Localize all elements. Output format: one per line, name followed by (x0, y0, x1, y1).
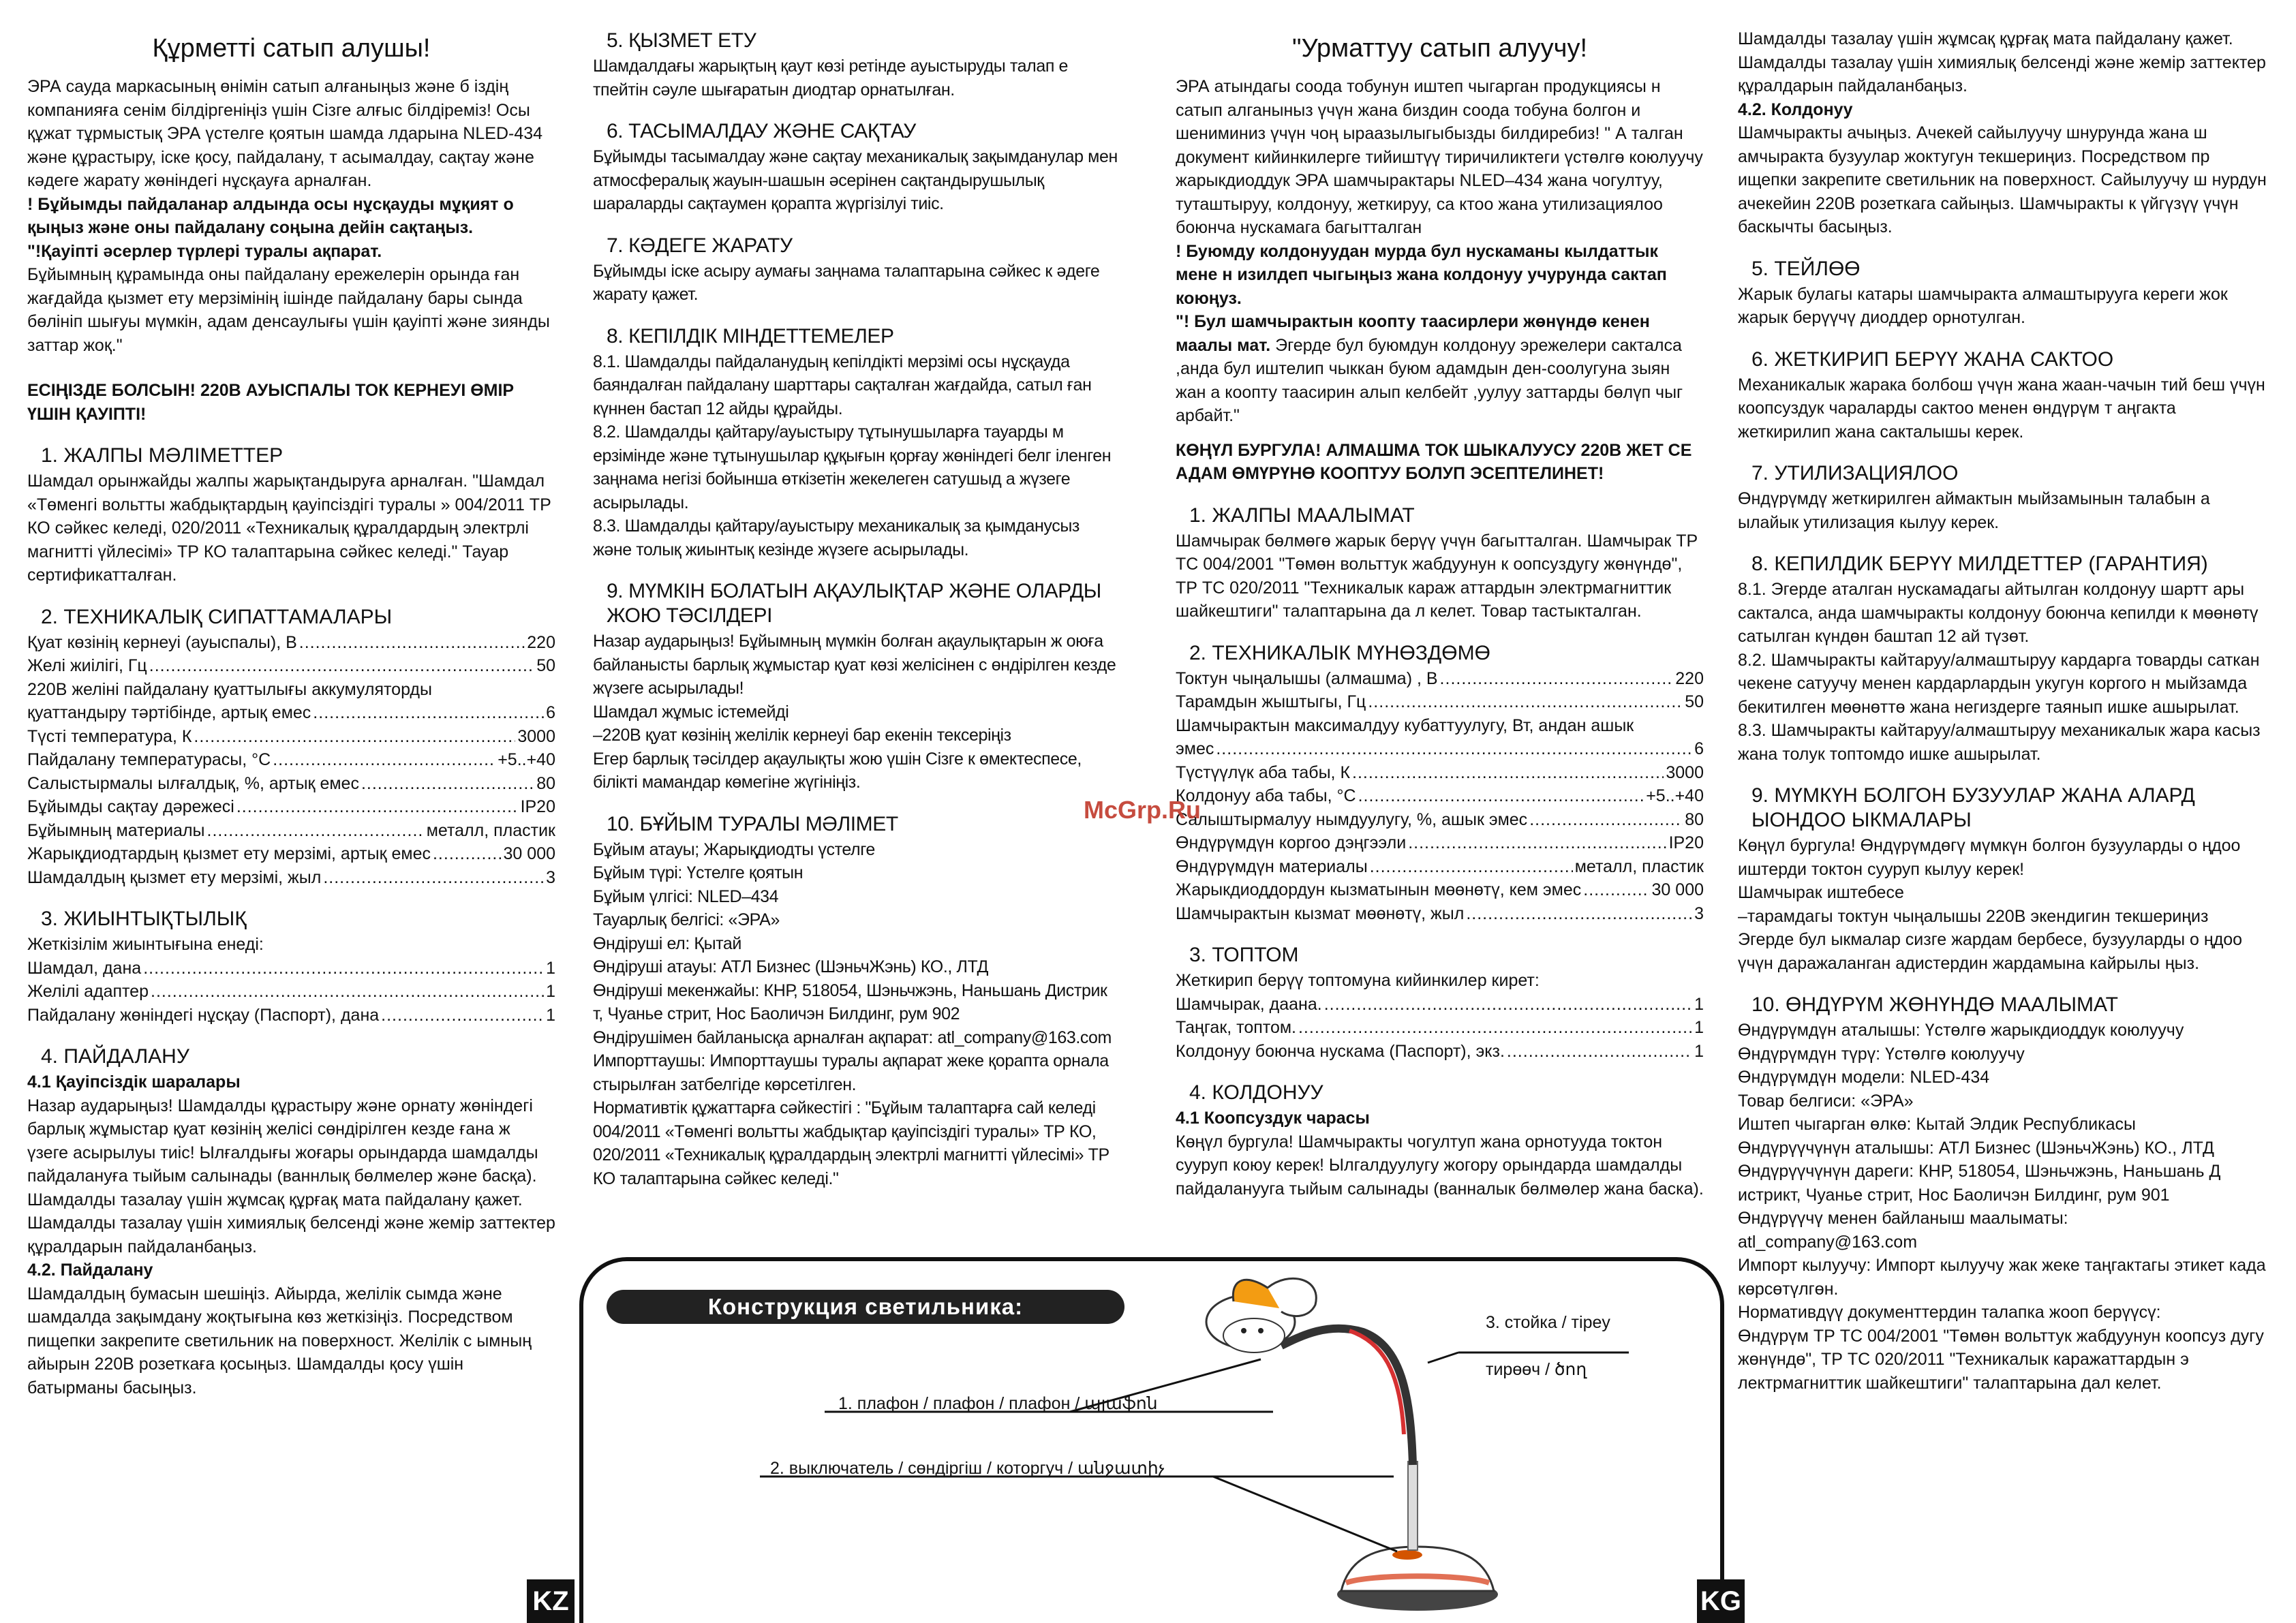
lang-badge-kg: KG (1697, 1579, 1745, 1623)
lamp-face (1223, 1318, 1285, 1352)
kz-warning-text: Бұйымның құрамында оны пайдалану ережелерін орында ған жағдайда қызмет ету мерзімінің ішінде пайдалану бары сында бөлініп шығуы мүмкін, адам денсаулығы үшін қауіпті және зиянды заттар жоқ." (27, 265, 550, 355)
spec-row: Тарамдын жыштыгы, Гц ..... 50 (1176, 690, 1704, 714)
kg-s9-text4: Эгерде бул ыкмалар сизге жардам бербесе, бузууларды о ңдоо үчүн даражаланган адистердин жардамына кайрылы ңыз. (1738, 930, 2243, 973)
kz-s10-line: Бұйым атауы; Жарықдиодты үстелге (593, 839, 875, 859)
spec-row: Токтун чыңалышы (алмашма) , В ..... 220 (1176, 667, 1704, 691)
kg-s41-text: Көңүл бургула! Шамчыракты чогултуп жана орнотууда токтон сууруп коюу керек! Ылгалдуулугу жогору орындарда шамдалды пайдаланууга тыйым салынады (ванналык бөлмөлер жана баска). (1176, 1132, 1704, 1199)
kg-s10-line: atl_company@163.com (1738, 1232, 1918, 1252)
kg-s7-title: 7. УТИЛИЗАЦИЯЛОО (1751, 462, 1959, 484)
lamp-eye (1258, 1328, 1264, 1333)
kg-s8-3: 8.3. Шамчыракты кайтаруу/алмаштыруу механикалык жара касыз жана толук топтомдо ишке ашырылат. (1738, 721, 2261, 764)
kg-column-left (1176, 27, 1704, 1201)
spec-row: 220В желіні пайдалану қуаттылығы аккумуляторды (27, 679, 432, 699)
kz-s1-text: Шамдал орынжайды жалпы жарықтандыруға арналған. "Шамдал «Төменгі вольтты жабдықтардың қауіпсіздігі туралы » 004/2011 ТР КО сәйкес келеді, 020/2011 «Техникалық құралдардың электрлі магнитті үйлесімі» ТР КО талаптарына сәйкес келеді." Тауар сертификатталған. (27, 472, 551, 585)
kz-s10-title: 10. БҰЙЫМ ТУРАЛЫ МӘЛІМЕТ (607, 812, 898, 835)
kz-s9-text4: Егер барлық тәсілдер ақаулықты жою үшін Сізге к өмектеспесе, білікті мамандар көмегіне жүгініңіз. (593, 749, 1082, 792)
kz-s8-3: 8.3. Шамдалды қайтару/ауыстыру механикалық за қымданусыз және толық жиынтық кезінде жүзеге асырылады. (593, 516, 1080, 559)
kz-title: Құрметті сатып алушы! (152, 34, 431, 63)
kg-s10-line: Импорт кылуучу: Импорт кылуучу жак жеке таңгактагы этикет када көрсөтүлгөн. (1738, 1256, 2266, 1299)
kz-s1-title: 1. ЖАЛПЫ МӘЛІМЕТТЕР (41, 444, 284, 467)
kz-column-left (27, 27, 555, 1400)
kg-s42-text: Шамчыракты ачыңыз. Ачекей сайылуучу шнурунда жана ш амчыракта бузуулар жоктугун текшериңиз. Посредством пр ищепки закрепите светильник на поверхност. Сайылуучу ш нурдун ачекейин 220В розеткага сайыңыз. Шамчыракты к үйгүзүү үчүн баскычты басыңыз. (1738, 123, 2267, 236)
kz-s2-title: 2. ТЕХНИКАЛЫҚ СИПАТТАМАЛАРЫ (41, 605, 393, 628)
kz-s10-line: Тауарлық белгісі: «ЭРА» (593, 910, 780, 929)
kg-s2-title: 2. ТЕХНИКАЛЫК МҮНӨЗДӨМӨ (1189, 641, 1490, 664)
kg-s3-title: 3. ТОПТОМ (1189, 944, 1299, 966)
kg-s41-cont: Шамдалды тазалау үшін жұмсақ құрғақ мата пайдалану қажет. Шамдалды тазалау үшін химиялық белсенді және жемір заттектер құралдарын пайдаланбаңыз. (1738, 29, 2266, 95)
diagram-title: Конструкция светильника: (607, 1290, 1124, 1324)
kg-s8-2: 8.2. Шамчыракты кайтаруу/алмаштыруу кардарга товарды саткан чекене сатуучу менен кардарлардын укугун коргого н мыйзамда бекитилген мөөнөттө жана негиздерге таянып ишке ашырылат. (1738, 650, 2260, 717)
kit-row: Желілі адаптер ..... 1 (27, 980, 555, 1004)
spec-row: Пайдалану температурасы, °С ..... +5..+40 (27, 748, 555, 772)
kg-s10-line: Өндүрүм ТР ТС 004/2001 "Төмөн вольттук жабдуунун коопсуз дугу жөнүндө", ТР ТС 020/2011 "Техникалык каражаттардын э лектрмагниттик шайкештиги" талаптарына дал келет. (1738, 1326, 2264, 1393)
spec-row: Колдонуу аба табы, °С ..... +5..+40 (1176, 784, 1704, 808)
kz-remember: ЕСІҢІЗДЕ БОЛСЫН! 220В АУЫСПАЛЫ ТОК КЕРНЕУІ ӨМІР ҮШІН ҚАУІПТІ! (27, 381, 515, 424)
kz-s9-title: 9. МҮМКІН БОЛАТЫН АҚАУЛЫҚТАР ЖӘНЕ ОЛАРДЫ ЖОЮ ТӘСІЛДЕРІ (607, 580, 1101, 627)
kg-s10-line: Нормативдүү документтердин талапка жооп берүүсү: (1738, 1303, 2161, 1322)
kg-s10-line: Өндүрүүчү менен байланыш маалыматы: (1738, 1209, 2068, 1228)
lamp-gooseneck (1281, 1329, 1413, 1465)
kg-s10-line: Өндүрүүчүнүн дареги: КНР, 518054, Шэньчжэнь, Наньшань Д истрикт, Чуанье стрит, Нос Баоличэн Билдинг, рум 901 (1738, 1162, 2221, 1205)
spec-row: Салыстырмалы ылғалдық, %, артық емес ..... 80 (27, 772, 555, 796)
kg-column-right (1738, 27, 2269, 1395)
kg-s10-line: Өндүрүмдүн аталышы: Үстөлгө жарыкдиоддук коюлуучу (1738, 1021, 2184, 1040)
spec-row: Бұйымның материалы ..... металл, пластик (27, 819, 555, 843)
kg-remember: КӨҢҮЛ БУРГУЛА! АЛМАШМА ТОК ШЫКАЛУУСУ 220В ЖЕТ СЕ АДАМ ӨМҮРҮНӨ КООПТУУ БОЛУП ЭСЕПТЕЛИНЕТ! (1176, 440, 1692, 483)
kz-s4-title: 4. ПАЙДАЛАНУ (41, 1045, 189, 1068)
kz-s10-line: Өндірушімен байланысқа арналған ақпарат: atl_company@163.com (593, 1027, 1112, 1047)
spec-row: Өндүрүмдүн коргоо дэңгээли ..... IP20 (1176, 831, 1704, 855)
spec-row: Шамдалдың қызмет ету мерзімі, жыл ..... 3 (27, 866, 555, 890)
kz-s41-title: 4.1 Қауіпсіздік шаралары (27, 1072, 241, 1092)
spec-row: Өндүрүмдүн материалы ..... металл, пластик (1176, 855, 1704, 879)
lamp-gooseneck-red (1349, 1331, 1404, 1434)
lamp-illustration (579, 1257, 1724, 1623)
kg-warning-block (1176, 310, 1704, 428)
spec-row: Жарықдиодтардың қызмет ету мерзімі, артық емес ..... 30 000 (27, 842, 555, 866)
kit-row: Колдонуу боюнча нускама (Паспорт), экз. ..... 1 (1176, 1040, 1704, 1064)
kg-s3-intro: Жеткирип берүү топтомуна кийинкилер кирет: (1176, 971, 1540, 990)
kz-s5-title: 5. ҚЫЗМЕТ ЕТУ (607, 29, 756, 52)
kz-s7-title: 7. КӘДЕГЕ ЖАРАТУ (607, 234, 793, 257)
leader-line-3b (1428, 1352, 1458, 1363)
kz-s9-text3: –220В қуат көзінің желілік кернеуі бар екенін тексеріңіз (593, 726, 1011, 745)
kz-column-right (593, 27, 1121, 1190)
lamp-construction-diagram (579, 1257, 1724, 1623)
label-stand-alt: тирөөч / ծող (1486, 1360, 1587, 1379)
kz-s41-text: Назар аударыңыз! Шамдалды құрастыру және орнату жөніндегі барлық жұмыстар қуат көзінің желісі сөндірілген кезде ғана ж үзеге асырылуы тиіс! Ылғалдығы жоғары орындарда шамдалды пайдалануға тыйым салынады (ваннлық бөлмелер және басқа). Шамдалды тазалау үшін жұмсақ құрғақ мата пайдалану қажет. Шамдалды тазалау үшін химиялық белсенді және жемір заттектер құралдарын пайдаланбаңыз. (27, 1096, 555, 1256)
kg-s10-line: Өндүрүмдүн модели: NLED-434 (1738, 1068, 1990, 1087)
spec-row: Шамчырактын кызмат мөөнөтү, жыл ..... 3 (1176, 902, 1704, 926)
kg-s41-title: 4.1 Коопсуздук чарасы (1176, 1109, 1370, 1128)
label-shade: 1. плафон / плафон / плафон / պլաֆոն (838, 1394, 1158, 1413)
kz-s10-line: Импорттаушы: Импорттаушы туралы ақпарат жеке қорапта орнала стырылған затбелгіде көрсетілген. (593, 1051, 1109, 1094)
spec-row: Шамчырактын максималдуу кубаттуулугу, Вт, андан ашык (1176, 715, 1634, 735)
kz-s10-line: Бұйым үлгісі: NLED–434 (593, 886, 779, 906)
leader-line-2b (1213, 1477, 1397, 1551)
kg-s8-title: 8. КЕПИЛДИК БЕРҮҮ МИЛДЕТТЕР (ГАРАНТИЯ) (1751, 553, 2208, 575)
kg-s5-text: Жарык булагы катары шамчыракта алмаштырууга кереги жок жарык берүүчү диоддер орнотулган. (1738, 284, 2228, 327)
label-switch: 2. выключатель / сөндіргіш / которгуч / անջատիչ (770, 1459, 1165, 1478)
kit-row: Шамдал, дана ..... 1 (27, 957, 555, 980)
kg-s10-line: Иштеп чыгарган өлкө: Кытай Элдик Республикасы (1738, 1115, 2136, 1134)
kg-s4-title: 4. КОЛДОНУУ (1189, 1081, 1323, 1104)
spec-row: Бұйымды сақтау дәрежесі ..... IP20 (27, 795, 555, 819)
kg-s7-text: Өндүрүмдү жеткирилген аймактын мыйзамынын талабын а ылайык утилизация кылуу керек. (1738, 489, 2210, 532)
kz-s7-text: Бұйымды іске асыру аумағы заңнама талаптарына сәйкес к әдеге жарату қажет. (593, 261, 1100, 304)
kit-row: Таңгак, топтом. ..... 1 (1176, 1016, 1704, 1040)
kg-s8-1: 8.1. Эгерде аталган нускамадагы айтылган колдонуу шартт ары сакталса, анда шамчыракты колдонуу боюнча кепилди к мөөнөтү сатылган күндөн баштап 12 ай түзөт. (1738, 580, 2259, 646)
kz-s6-title: 6. ТАСЫМАЛДАУ ЖӘНЕ САҚТАУ (607, 120, 916, 142)
kz-s5-text: Шамдалдағы жарықтың қаут көзі ретінде ауыстыруды талап е тпейтін сәуле шығаратын диодтар орнатылған. (593, 57, 1069, 99)
kz-specs-list (27, 631, 555, 890)
spec-row: Желі жиілігі, Гц ..... 50 (27, 654, 555, 678)
kit-row: Пайдалану жөніндегі нұсқау (Паспорт), дана ..... 1 (27, 1004, 555, 1027)
spec-row: қуаттандыру тәртібінде, артық емес ..... 6 (27, 701, 555, 725)
kz-s9-text1: Назар аударыңыз! Бұйымның мүмкін болған ақаулықтарын ж оюға байланысты барлық жұмыстар қуат көзі желісінен с өндірілген кезде жүзеге асырылады! (593, 632, 1116, 698)
kz-s10-line: Өндіруші атауы: АТЛ Бизнес (ШэньчЖэнь) КО., ЛТД (593, 957, 989, 976)
kz-s10-line: Бұйым түрі: Үстелге қоятын (593, 863, 803, 882)
kz-s42-title: 4.2. Пайдалану (27, 1261, 153, 1280)
kg-title: "Урматтуу сатып алуучу! (1291, 34, 1588, 63)
kg-s9-text1: Көңүл бургула! Өндүрүмдөгү мүмкүн болгон бузууларды о ңдоо иштерди токтон сууруп кылуу керек! (1738, 836, 2241, 879)
kg-s10-title: 10. ӨНДҮРҮМ ЖӨНҮНДӨ МААЛЫМАТ (1751, 993, 2118, 1016)
kg-s9-title: 9. МҮМКҮН БОЛГОН БУЗУУЛАР ЖАНА АЛАРД ЫОНДОО ЫКМАЛАРЫ (1751, 784, 2195, 831)
kit-row: Шамчырак, даана. ..... 1 (1176, 993, 1704, 1017)
kg-s1-title: 1. ЖАЛПЫ МААЛЫМАТ (1189, 504, 1415, 527)
kg-s5-title: 5. ТЕЙЛӨӨ (1751, 257, 1861, 280)
label-stand: 3. стойка / тірeу (1486, 1313, 1610, 1332)
lang-badge-kz: KZ (527, 1579, 575, 1623)
kg-s6-text: Механикалык жаракa болбош үчүн жана жаан-чачын тий беш үчүн коопсуздук чараларды сактоо менен өндүрүм т аңгакта жеткирилип жана сакталышы керек. (1738, 375, 2265, 442)
kz-s10-line: Өндіруші мекенжайы: КНР, 518054, Шэньчжэнь, Наньшань Дистрик т, Чуанье стрит, Нос Баоличэн Билдинг, рум 902 (593, 980, 1107, 1023)
spec-row: Түсті температура, К ..... 3000 (27, 725, 555, 749)
kg-s10-line: Товар белгиси: «ЭРА» (1738, 1091, 1914, 1111)
kz-s10-line: Өндіруші ел: Қытай (593, 933, 741, 953)
kz-warning-read: ! Бұйымды пайдаланар алдында осы нұсқауды мұқият о қыңыз және оны пайдалану соңына дейін сақтаңыз. (27, 194, 514, 237)
spec-row: Қуат көзінің кернеуі (ауыспалы), В ..... 220 (27, 631, 555, 655)
kz-warning-heading: "!Қауіпті әсерлер түрлері туралы ақпарат. (27, 241, 382, 261)
kg-s10-line: Өндүрүмдүн түрү: Үстөлгө коюлуучу (1738, 1044, 2025, 1064)
kg-s6-title: 6. ЖЕТКИРИП БЕРҮҮ ЖАНА САКТОО (1751, 347, 2114, 371)
spec-row: Жарыкдиоддордун кызматынын мөөнөтү, кем эмес ..... 30 000 (1176, 878, 1704, 902)
kg-intro: ЭРА атындагы соода тобунун иштеп чыгарган продукциясы н сатып алганыныз үчүн жана биздин соода тобуна болгон и шениминиз үчүн чоң ыраазылыгыбызды билдиребиз! " А талган документ кийинкилерге тийиштүү тиричиликтеги үстөлгө коюлуучу жарыкдиоддук ЭРА шамчырактары NLED–434 жана чогултуу, туташтыруу, колдонуу, жеткируу, са ктоо жана утилизациялоо боюнча нускамага багытталган (1176, 77, 1703, 237)
kg-warning-read: ! Буюмду колдонуудан мурда бул нускаманы кылдаттык мене н изилдеп чыгыңыз жана колдонуу учурунда сактап коюңуз. (1176, 241, 1667, 308)
kg-specs-list (1176, 667, 1704, 926)
kz-s8-1: 8.1. Шамдалды пайдаланудың кепілдікті мерзімі осы нұсқауда баяндалған пайдалану шарттары сақталған жағдайда, сатыл ған күннен бастап 12 айды құрайды. (593, 352, 1092, 418)
kz-s3-intro: Жеткізілім жиынтығына енеді: (27, 935, 264, 954)
spec-row: Салыштырмалуу нымдуулугу, %, ашык эмес ..... 80 (1176, 808, 1704, 832)
kz-s9-text2: Шамдал жұмыс істемейді (593, 702, 789, 722)
kg-warning-heading: "! Бул шамчырактын коопту таасирлери жөнүндө кенен маалы мат. (1176, 312, 1650, 355)
spec-row: эмес ..... 6 (1176, 737, 1704, 761)
kz-s6-text: Бұйымды тасымалдау және сақтау механикалық зақымданулар мен атмосфералық жауын-шашын әсерінен сақтандырушылық шараларды сақтаумен қорапта жүргізілуі тиіс. (593, 147, 1118, 213)
lamp-stand (1408, 1462, 1418, 1550)
kz-s8-2: 8.2. Шамдалды қайтару/ауыстыру тұтынушыларға тауарды м ерзімінде және тұтынушылар құқығын қорғау жөніндегі белг іленген заңнама негізі бойынша өткізетін жекелеген сатушыд а жүзеге асырылады. (593, 422, 1112, 512)
kz-s10-line: Нормативтік құжаттарға сәйкестігі : "Бұйым талаптарға сай келеді 004/2011 «Төменгі вольтты жабдықтар қауіпсіздігі туралы» ТР КО, 020/2011 «Техникалық құралдардың электрлі магнитті үйлесімі» ТР КО талаптарына сәйкес келеді." (593, 1098, 1109, 1188)
lamp-eye (1241, 1328, 1246, 1333)
watermark: McGrp.Ru (1084, 796, 1201, 824)
kz-s3-title: 3. ЖИЫНТЫҚТЫЛЫҚ (41, 908, 247, 930)
kg-s9-text3: –тарамдагы токтун чыңалышы 220В экендигин текшериңиз (1738, 906, 2209, 926)
kg-s10-line: Өндүрүүчүнүн аталышы: АТЛ Бизнес (ШэньчЖэнь) КО., ЛТД (1738, 1138, 2214, 1158)
kz-s42-text: Шамдалдың бумасын шешіңіз. Айырда, желілік сымда және шамдалда зақымдану жоқтығына көз жеткізіңіз. Посредством пищепки закрепите светильник на поверхност. Желілік с ымның айырын 220В розеткаға қосыңыз. Шамдалды қосу үшін батырманы басыңыз. (27, 1284, 532, 1397)
kg-s42-title: 4.2. Колдонуу (1738, 99, 1853, 119)
kg-s1-text: Шамчырак бөлмөгө жарык берүү үчүн багытталган. Шамчырак ТР ТС 004/2001 "Төмөн вольттук жабдуунун к оопсуздугу жөнүндө", ТР ТС 020/2011 "Техникалык караж аттардын электрмагниттик шайкештиги" талаптарына да л келет. Товар тастыкталган. (1176, 531, 1698, 621)
kg-warning-text: Эгерде бул буюмдун колдонуу эрежелери сакталса ,анда бул иштелип чыккан буюм адамдын ден-соолугуна зыян жан а коопту таасирин алып келбейт ,уулуу заттарды бөлүп чыг арбайт." (1176, 335, 1683, 425)
kg-s9-text2: Шамчырак иштебесе (1738, 883, 1904, 902)
kz-intro: ЭРА сауда маркасының өнімін сатып алғаныңыз және б іздің компанияға сенім білдіргеніңіз үшін Сізге алғыс білдіреміз! Осы құжат тұрмыстық ЭРА үстелге қоятын шамда лдарына NLED-434 және құрастыру, іске қосу, пайдалану, т асымалдау, сақтау және кәдеге жарату жөніндегі нұсқауға арналған. (27, 77, 543, 190)
spec-row: Түстүүлүк аба табы, К ..... 3000 (1176, 761, 1704, 785)
kz-s8-title: 8. КЕПІЛДІК МІНДЕТТЕМЕЛЕР (607, 324, 894, 347)
